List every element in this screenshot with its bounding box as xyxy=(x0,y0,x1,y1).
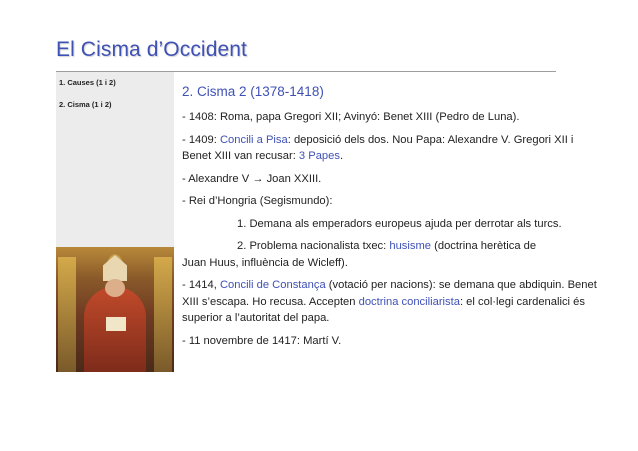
paragraph-1414 xyxy=(182,277,602,327)
painting-face xyxy=(105,279,125,297)
link-3-papes[interactable]: 3 Papes xyxy=(298,150,340,162)
slide-title: El Cisma d’Occident xyxy=(56,38,247,61)
p7-text-b: (votació per nacions): se demana que abdiquin. Benet XIII s’escapa. Ho recusa. Accepten xyxy=(182,279,597,308)
p2-text-a: - 1409: xyxy=(182,133,220,146)
sidebar-item-causes[interactable]: 1. Causes (1 i 2) xyxy=(59,78,116,87)
painting-panel-left xyxy=(58,257,76,372)
paragraph-point-2 xyxy=(182,238,602,271)
slide-content xyxy=(182,84,602,355)
sidebar-item-cisma[interactable]: 2. Cisma (1 i 2) xyxy=(59,100,112,109)
section-subtitle: 2. Cisma 2 (1378-1418) xyxy=(182,84,324,99)
paragraph-1417: - 11 novembre de 1417: Martí V. xyxy=(182,334,342,347)
p6-text-a: 2. Problema nacionalista txec: xyxy=(237,240,390,252)
paragraph-1408: - 1408: Roma, papa Gregori XII; Avinyó: Benet XIII (Pedro de Luna). xyxy=(182,111,520,123)
painting-book xyxy=(106,317,126,331)
painting-panel-right xyxy=(154,257,172,372)
link-concili-constanca[interactable]: Concili de Constança xyxy=(219,279,326,291)
painting-image xyxy=(56,247,174,372)
paragraph-alexandre: - Alexandre V → Joan XXIII. xyxy=(182,172,322,185)
p2-text-c: . xyxy=(339,150,344,162)
p6-text-b: (doctrina herètica de xyxy=(431,240,537,252)
paragraph-1409 xyxy=(182,132,602,165)
link-doctrina-conciliarista[interactable]: doctrina conciliarista xyxy=(358,295,460,308)
p7-text-c: : el col·legi cardenalici és superior a l’autoritat del papa. xyxy=(182,295,585,324)
p6-text-c: Juan Huus, influència de Wicleff). xyxy=(182,256,348,269)
paragraph-rei-hongria: - Rei d’Hongria (Segismundo): xyxy=(182,195,333,207)
paragraph-point-1: 1. Demana als emperadors europeus ajuda per derrotar als turcs. xyxy=(237,217,562,230)
p7-text-a: - 1414, xyxy=(182,279,220,291)
link-concili-pisa[interactable]: Concili a Pisa xyxy=(219,133,288,146)
painting-mitre xyxy=(103,255,127,281)
link-husisme[interactable]: husisme xyxy=(389,240,432,252)
p2-text-b: : deposició dels dos. Nou Papa: Alexandre V. Gregori XII i Benet XIII van recusar: xyxy=(182,133,574,162)
